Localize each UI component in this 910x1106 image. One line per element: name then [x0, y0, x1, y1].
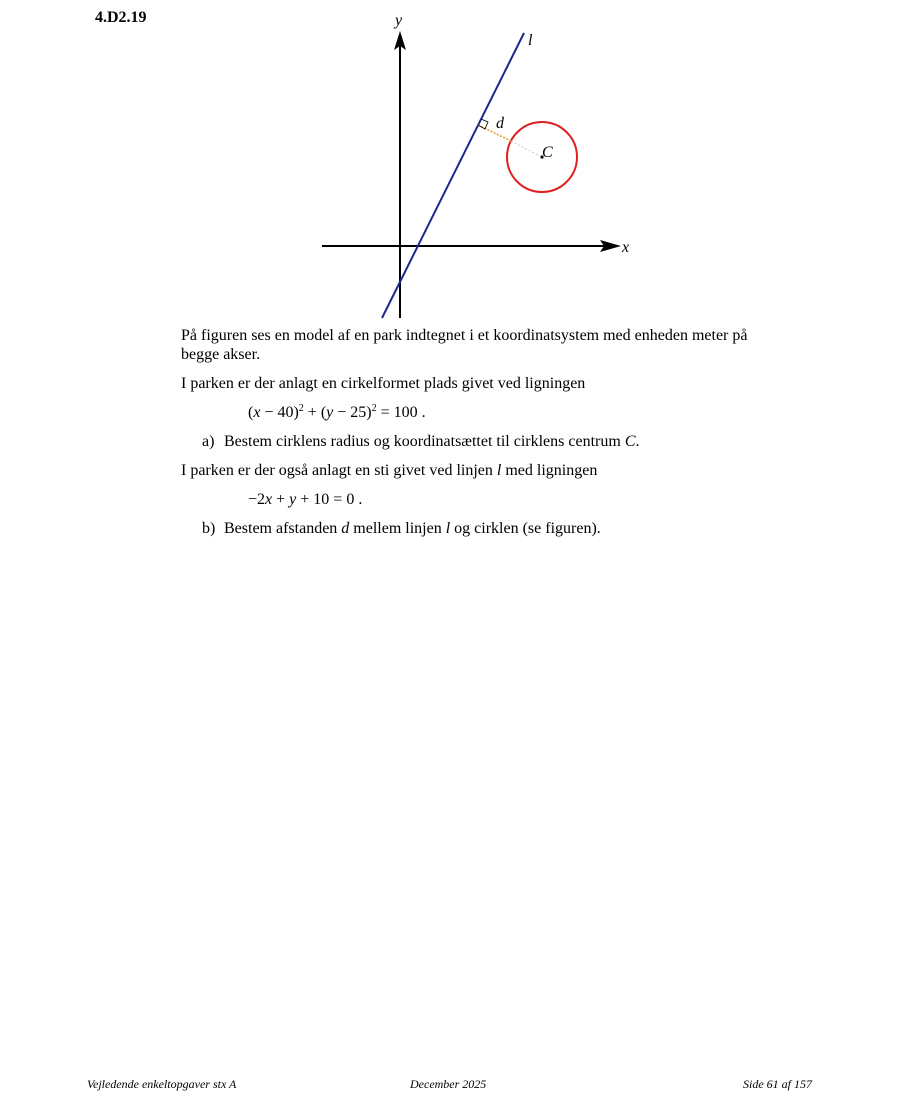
footer-page-number: Side 61 af 157: [743, 1077, 812, 1091]
line-equation: −2x + y + 10 = 0 .: [248, 491, 363, 508]
line-intro: I parken er der også anlagt en sti givet ved linjen l med ligningen: [181, 462, 598, 479]
footer-left: Vejledende enkeltopgaver stx A: [87, 1077, 237, 1091]
line-l: [382, 33, 524, 318]
center-label: C: [542, 144, 553, 161]
circle-intro: I parken er der anlagt en cirkelformet plads givet ved ligningen: [181, 375, 586, 392]
line-label: l: [528, 32, 533, 49]
footer-middle: December 2025: [410, 1077, 487, 1091]
question-a: a) Bestem cirklens radius og koordinatsættet til cirklens centrum C.: [202, 433, 640, 450]
coordinate-figure: [0, 0, 910, 330]
circle-equation: $(x - 40)^2 + (y - 25)^2 = 100$ .: [248, 403, 426, 421]
x-axis-label: x: [622, 239, 630, 256]
question-b: b) Bestem afstanden d mellem linjen l og cirklen (se figuren).: [202, 520, 601, 537]
distance-label: d: [496, 115, 504, 132]
task-id: 4.D2.19: [95, 9, 147, 26]
radius-segment: [511, 141, 542, 157]
y-axis-label: y: [395, 12, 403, 29]
intro-paragraph: På figuren ses en model af en park indtegnet i et koordinatsystem med enheden meter på begge akser.: [181, 327, 748, 363]
task-text: [181, 326, 781, 548]
